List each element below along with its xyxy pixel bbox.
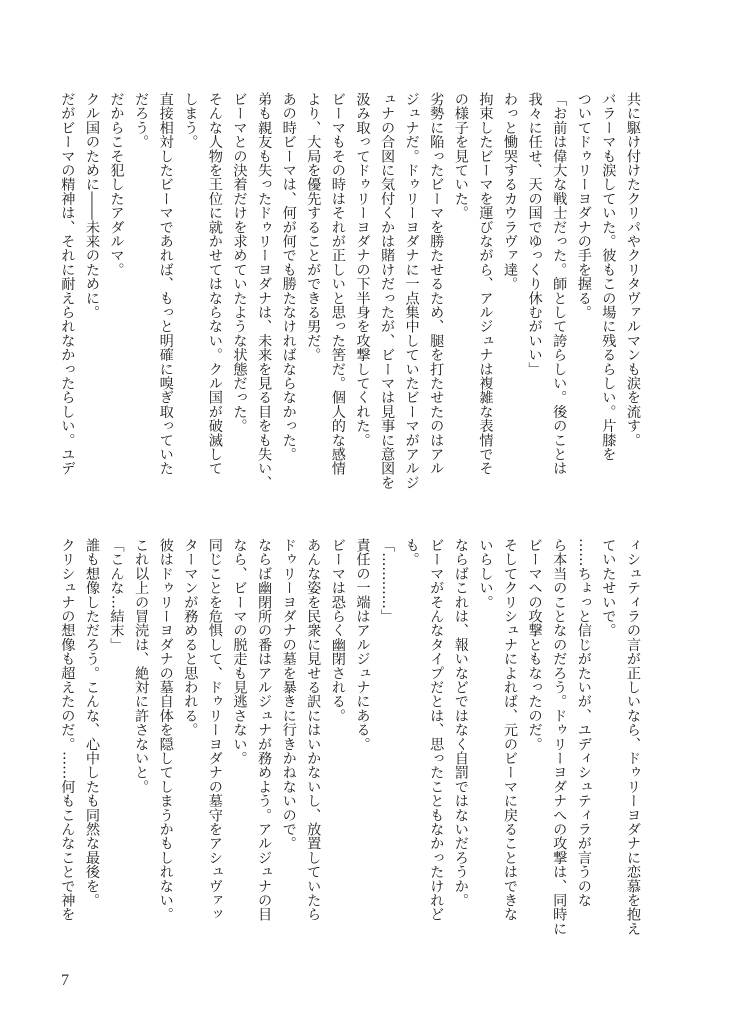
lower-text-block	[55, 538, 645, 958]
text-line: 「こんな…結末」	[108, 538, 125, 652]
text-line: 我々に任せ、天の国でゆっくり休むがいい」	[526, 92, 543, 376]
text-line: ていたせいで。	[600, 538, 617, 638]
text-line: クリシュナの想像も超えたのだ。……何もこんなことで神を	[59, 538, 76, 922]
text-line: あの時ビーマは、何が何でも勝たなければならなかった。	[280, 92, 297, 462]
text-line: 直接相対したビーマであれば、もっと明確に嗅ぎ取っていた	[157, 92, 174, 476]
text-line: ドゥリーヨダナの墓を暴きに行きかねないので。	[280, 538, 297, 851]
text-line: ビーマがそんなタイプだとは、思ったこともなかったけれど	[428, 538, 445, 922]
text-line: 「…………」	[379, 538, 396, 624]
text-line: ならばこれは、報いなどではなく自罰ではないだろうか。	[452, 538, 469, 908]
text-line: の様子を見ていた。	[452, 92, 469, 220]
text-line: あんな姿を民衆に見せる訳にはいかないし、放置していたら	[305, 538, 322, 922]
page-number: 7	[61, 972, 69, 989]
text-line: ビーマとの決着だけを求めていたような状態だった。	[231, 92, 248, 433]
text-line: も。	[403, 538, 420, 567]
text-line: 汲み取ってドゥリーヨダナの下半身を攻撃してくれた。	[354, 92, 371, 447]
text-line: 「お前は偉大な戦士だった。師として誇らしい。後のことは	[551, 92, 568, 476]
text-line: いらしい。	[477, 538, 494, 609]
text-line: 彼はドゥリーヨダナの墓自体を隠してしまうかもしれない。	[157, 538, 174, 922]
text-line: 誰も想像しただろう。こんな、心中したも同然な最後を。	[83, 538, 100, 908]
text-line: そんな人物を王位に就かせてはならない。クル国が破滅して	[206, 92, 223, 476]
text-line: だからこそ犯したアダルマ。	[108, 92, 125, 277]
text-line: ジュナだ。ドゥリーヨダナに一点集中していたビーマがアルジ	[403, 92, 420, 490]
text-line: なら、ビーマの脱走も見逃さない。	[231, 538, 248, 766]
text-line: 劣勢に陥ったビーマを勝たせるため、腿を打たせたのはアル	[428, 92, 445, 476]
text-line: ……ちょっと信じがたいが、ユディシュティラが言うのな	[575, 538, 592, 908]
text-line: そしてクリシュナによれば、元のビーマに戻ることはできな	[502, 538, 519, 922]
text-line: ターマンが務めると思われる。	[182, 538, 199, 737]
text-line: これ以上の冒涜は、絶対に許さないと。	[133, 538, 150, 794]
text-line: クル国のために――未来のために。	[83, 92, 100, 320]
text-line: 同じことを危惧して、ドゥリーヨダナの墓守をアシュヴァッ	[206, 538, 223, 922]
text-line: ビーマは恐らく幽閉される。	[329, 538, 346, 723]
text-line: 共に駆け付けたクリパやクリタヴァルマンも涙を流す。	[625, 92, 641, 447]
text-line: ビーマへの攻撃ともなったのだ。	[526, 538, 543, 751]
text-line: ら本当のことなのだろう。ドゥリーヨダナへの攻撃は、同時に	[551, 538, 568, 936]
text-line: だろう。	[133, 92, 150, 149]
text-line: 弟も親友も失ったドゥリーヨダナは、未来を見る目をも失い、	[256, 92, 273, 490]
text-line: ならば幽閉所の番はアルジュナが務めよう。アルジュナの目	[256, 538, 273, 922]
text-line: ビーマもその時はそれが正しいと思った筈だ。個人的な感情	[329, 92, 346, 476]
text-line: ついてドゥリーヨダナの手を握る。	[575, 92, 592, 320]
text-line: しまう。	[182, 92, 199, 149]
text-line: バラーマも涙していた。彼もこの場に残るらしい。片膝を	[600, 92, 617, 462]
upper-text-block	[55, 92, 645, 492]
text-line: 拘束したビーマを運びながら、アルジュナは複雑な表情でそ	[477, 92, 494, 476]
text-line: より、大局を優先することができる男だ。	[305, 92, 322, 362]
text-line: わっと慟哭するカウラヴァ達。	[502, 92, 519, 291]
text-line: だがビーマの精神は、それに耐えられなかったらしい。ユデ	[59, 92, 76, 476]
text-line: ィシュティラの言が正しいなら、ドゥリーヨダナに恋慕を抱え	[625, 538, 641, 936]
text-line: ュナの合図に気付くかは賭けだったが、ビーマは見事に意図を	[379, 92, 396, 490]
text-line: 責任の一端はアルジュナにある。	[354, 538, 371, 751]
